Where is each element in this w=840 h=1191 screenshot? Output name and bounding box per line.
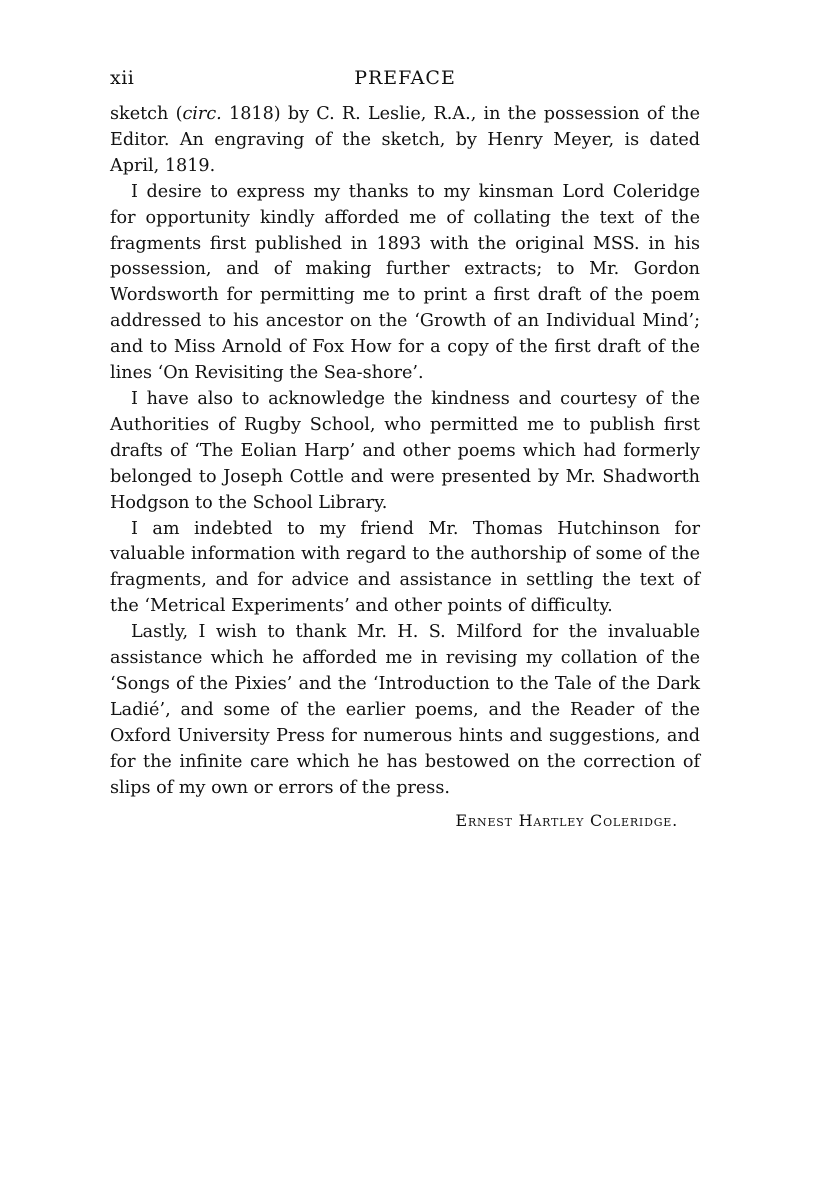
paragraph-thanks-coleridge: I desire to express my thanks to my kinsman Lord Coleridge for opportunity kindly afforded me of collating the text of the fragments first published in 1893 with the original MSS. in his possession, and of making further extracts; to Mr. Gordon Wordsworth for permitting me to print a first draft of the poem addressed to his ancestor on the ‘Growth of an Individual Mind’; and to Miss Arnold of Fox How for a copy of the first draft of the lines ‘On Revisiting the Sea-shore’. xyxy=(110,181,700,384)
author-signature: Ernest Hartley Coleridge. xyxy=(455,811,678,831)
page-header xyxy=(110,64,700,92)
paragraph-rugby-school: I have also to acknowledge the kindness and courtesy of the Authorities of Rugby School, who permitted me to publish first drafts of ‘The Eolian Harp’ and other poems which had formerly belonged to Joseph Cottle and were presented by Mr. Shadworth Hodgson to the School Library. xyxy=(110,388,700,513)
paragraph-1-before: sketch ( xyxy=(110,104,183,124)
running-title: PREFACE xyxy=(354,67,456,89)
paragraph-1-after: 1818) by C. R. Leslie, R.A., in the possession of the Editor. An engraving of the sketch, by Henry Meyer, is dated April, 1819. xyxy=(110,104,700,176)
paragraph-hutchinson: I am indebted to my friend Mr. Thomas Hutchinson for valuable information with regard to the authorship of some of the fragments, and for advice and assistance in settling the text of the ‘Metrical Experiments’ and other points of difficulty. xyxy=(110,518,700,617)
body-text xyxy=(110,102,700,801)
italic-circ: circ. xyxy=(182,104,222,124)
paragraph-continued xyxy=(110,102,700,180)
paragraph-milford: Lastly, I wish to thank Mr. H. S. Milford for the invaluable assistance which he afforded me in revising my collation of the ‘Songs of the Pixies’ and the ‘Introduction to the Tale of the Dark Ladié’, and some of the earlier poems, and the Reader of the Oxford University Press for numerous hints and suggestions, and for the infinite care which he has bestowed on the correction of slips of my own or errors of the press. xyxy=(110,622,700,798)
page-number: xii xyxy=(110,67,135,89)
book-page xyxy=(110,64,700,830)
